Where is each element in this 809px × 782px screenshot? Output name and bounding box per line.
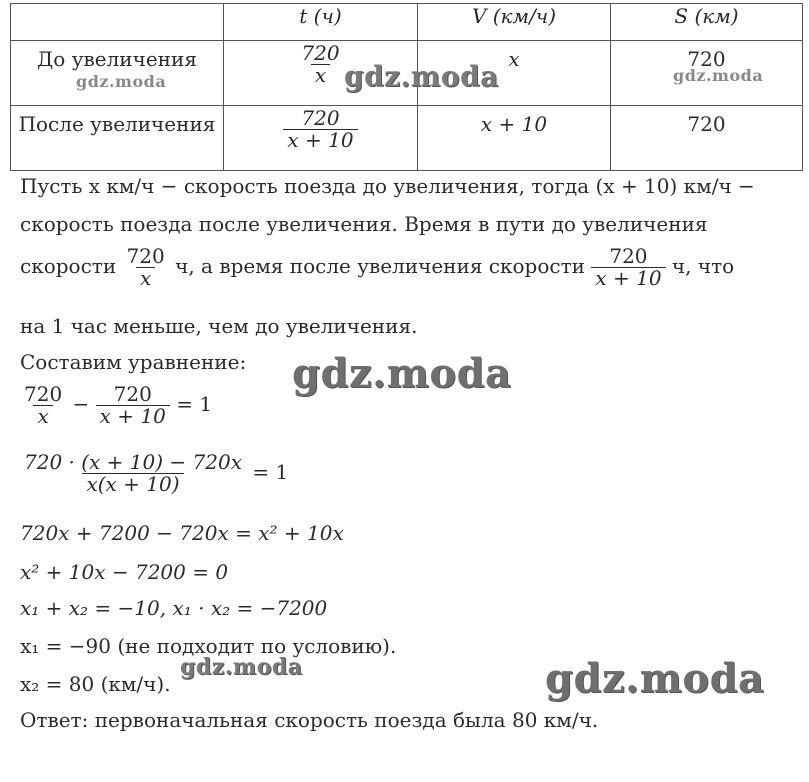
- equation-rhs: = 1: [252, 460, 289, 484]
- fraction-denominator: x(x + 10): [82, 473, 183, 495]
- text-fragment: ч, что: [671, 254, 735, 278]
- equation-fraction: [20, 452, 246, 495]
- equation-1: [20, 384, 212, 427]
- equation-fraction: [96, 384, 170, 427]
- fraction-denominator: x: [33, 405, 52, 427]
- watermark-logo: gdz.moda: [292, 350, 512, 397]
- equation-7: x₂ = 80 (км/ч).: [20, 672, 171, 696]
- table-header-row: [11, 4, 803, 41]
- time-fraction: [297, 43, 343, 86]
- speed-value: x + 10: [480, 112, 548, 136]
- inline-fraction: [123, 246, 169, 289]
- equation-fraction: [20, 384, 66, 427]
- equation-rhs: = 1: [176, 392, 213, 416]
- fraction-numerator: 720: [113, 382, 152, 406]
- header-cell-time: t (ч): [224, 4, 418, 41]
- fraction-numerator: 720: [301, 41, 340, 65]
- fraction-denominator: x + 10: [591, 267, 665, 289]
- watermark-logo: gdz.moda: [545, 655, 765, 702]
- equation-3: 720x + 7200 − 720x = x² + 10x: [20, 521, 344, 545]
- text-line-2: скорость поезда после увеличения. Время в пути до увеличения: [20, 212, 708, 236]
- speed-cell: [418, 106, 611, 171]
- header-cell-distance: S (км): [611, 4, 803, 41]
- equation-5: x₁ + x₂ = −10, x₁ · x₂ = −7200: [20, 596, 328, 620]
- text-line-4: на 1 час меньше, чем до увеличения.: [20, 314, 418, 338]
- inline-fraction: [591, 246, 665, 289]
- watermark-logo: gdz.moda: [180, 654, 303, 680]
- fraction-denominator: x: [136, 267, 155, 289]
- header-cell-speed: V (км/ч): [418, 4, 611, 41]
- fraction-denominator: x: [311, 64, 330, 86]
- row-label: После увеличения: [18, 112, 216, 136]
- fraction-numerator: 720: [126, 244, 165, 268]
- table-row: [11, 106, 803, 171]
- distance-value: 720: [687, 112, 726, 136]
- fraction-denominator: x + 10: [96, 405, 170, 427]
- fraction-numerator: 720: [301, 106, 340, 130]
- operator: −: [72, 392, 90, 416]
- distance-value: 720: [687, 47, 726, 71]
- fraction-numerator: 720 · (x + 10) − 720x: [24, 450, 242, 474]
- answer-line: Ответ: первоначальная скорость поезда была 80 км/ч.: [20, 708, 599, 732]
- fraction-numerator: 720: [609, 244, 648, 268]
- watermark-logo: gdz.moda: [344, 60, 499, 93]
- row-label: До увеличения: [37, 47, 197, 71]
- text-fragment: ч, а время после увеличения скорости: [175, 254, 585, 278]
- header-cell-empty: [11, 4, 224, 41]
- watermark-logo: gdz.moda: [76, 72, 167, 91]
- time-cell: [224, 106, 418, 171]
- text-line-1: Пусть x км/ч − скорость поезда до увеличения, тогда (x + 10) км/ч −: [20, 174, 755, 198]
- fraction-numerator: 720: [24, 382, 63, 406]
- equation-2: [20, 452, 288, 495]
- speed-value: x: [508, 47, 520, 71]
- text-line-3: [20, 246, 734, 289]
- equation-6: x₁ = −90 (не подходит по условию).: [20, 634, 397, 658]
- row-label-cell: [11, 106, 224, 171]
- fraction-denominator: x + 10: [283, 129, 357, 151]
- equation-4: x² + 10x − 7200 = 0: [20, 560, 229, 584]
- watermark-logo: gdz.moda: [673, 66, 764, 85]
- text-line-5: Составим уравнение:: [20, 350, 247, 374]
- time-fraction: [283, 108, 357, 151]
- text-fragment: скорости: [20, 254, 117, 278]
- distance-cell: [611, 106, 803, 171]
